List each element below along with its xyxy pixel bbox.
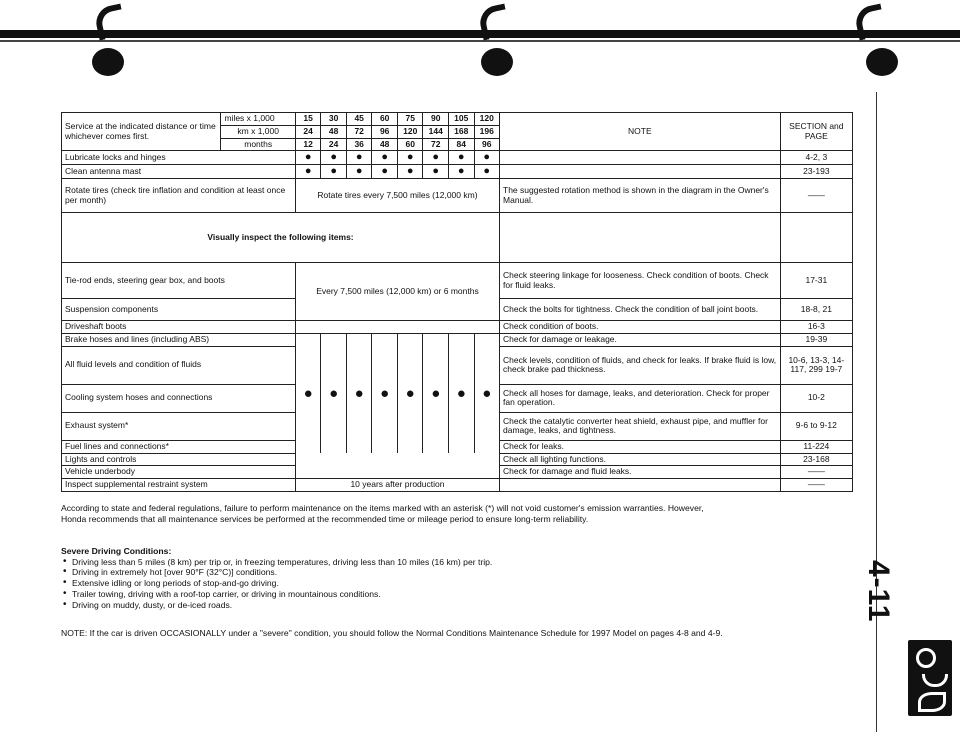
- item-underbody: Vehicle underbody: [62, 466, 296, 479]
- months-cell: 72: [423, 138, 449, 151]
- row-driveshaft: [62, 321, 853, 334]
- visual-inspect-heading: Visually inspect the following items:: [62, 213, 500, 263]
- interval-dot: ●: [372, 165, 398, 179]
- interval-dot: ●: [295, 334, 321, 454]
- note-empty: [500, 213, 781, 263]
- severe-conditions: [61, 546, 492, 610]
- logo-ring: [916, 648, 936, 668]
- interval-dot: ●: [321, 151, 347, 165]
- section-rotate: ——: [780, 179, 852, 213]
- interval-dot: ●: [372, 334, 398, 454]
- interval-blank: [295, 321, 499, 334]
- warranty-note: [61, 503, 704, 524]
- miles-cell: 120: [474, 113, 500, 126]
- miles-cell: 75: [397, 113, 423, 126]
- row-brake: [62, 334, 853, 347]
- interval-dot: ●: [372, 151, 398, 165]
- miles-cell: 105: [448, 113, 474, 126]
- maintenance-schedule-table: [61, 112, 853, 492]
- km-cell: 120: [397, 125, 423, 138]
- interval-dot: ●: [474, 334, 500, 454]
- interval-srs: 10 years after production: [295, 479, 499, 492]
- section-driveshaft: 16-3: [780, 321, 852, 334]
- km-cell: 72: [346, 125, 372, 138]
- months-cell: 24: [321, 138, 347, 151]
- row-underbody: [62, 466, 853, 479]
- miles-cell: 15: [295, 113, 321, 126]
- interval-dot: ●: [397, 151, 423, 165]
- margin-rule: [876, 92, 877, 732]
- km-cell: 144: [423, 125, 449, 138]
- note-brake: Check for damage or leakage.: [500, 334, 781, 347]
- section-cooling: 10-2: [780, 384, 852, 412]
- km-cell: 196: [474, 125, 500, 138]
- interval-dot: ●: [474, 151, 500, 165]
- section-lubricate: 4-2, 3: [780, 151, 852, 165]
- km-cell: 48: [321, 125, 347, 138]
- km-cell: 24: [295, 125, 321, 138]
- row-srs: [62, 479, 853, 492]
- interval-dot: ●: [321, 165, 347, 179]
- interval-dot: ●: [346, 165, 372, 179]
- row-tierod: [62, 263, 853, 299]
- note-exhaust: Check the catalytic converter heat shield, exhaust pipe, and muffler for damage, leaks, and tightness.: [500, 412, 781, 440]
- item-antenna: Clean antenna mast: [62, 165, 296, 179]
- item-lights: Lights and controls: [62, 453, 296, 466]
- interval-dot: ●: [295, 165, 321, 179]
- section-brake: 19-39: [780, 334, 852, 347]
- km-label: km x 1,000: [221, 125, 295, 138]
- list-item: • Trailer towing, driving with a roof-top carrier, or driving in mountainous conditions.: [61, 589, 492, 600]
- section-srs: ——: [780, 479, 852, 492]
- row-lights: [62, 453, 853, 466]
- item-cooling: Cooling system hoses and connections: [62, 384, 296, 412]
- section-underbody: ——: [780, 466, 852, 479]
- interval-dot: ●: [295, 151, 321, 165]
- row-rotate: [62, 179, 853, 213]
- interval-dot: ●: [321, 334, 347, 454]
- interval-dot: ●: [448, 334, 474, 454]
- miles-cell: 30: [321, 113, 347, 126]
- interval-dot: ●: [346, 334, 372, 454]
- item-lubricate: Lubricate locks and hinges: [62, 151, 296, 165]
- months-cell: 48: [372, 138, 398, 151]
- interval-blank: [295, 466, 499, 479]
- interval-dot: ●: [423, 151, 449, 165]
- months-cell: 96: [474, 138, 500, 151]
- note-fuel: Check for leaks.: [500, 440, 781, 453]
- list-item: • Driving less than 5 miles (8 km) per trip or, in freezing temperatures, driving less than 10 miles (16 km) per trip.: [61, 557, 492, 568]
- months-cell: 60: [397, 138, 423, 151]
- section-exhaust: 9-6 to 9-12: [780, 412, 852, 440]
- item-tierod: Tie-rod ends, steering gear box, and boots: [62, 263, 296, 299]
- note-srs: [500, 479, 781, 492]
- row-antenna: [62, 165, 853, 179]
- months-label: months: [221, 138, 295, 151]
- honda-service-logo-icon: [908, 640, 952, 716]
- binder-hook-center: [477, 3, 511, 40]
- warranty-line-2: Honda recommends that all maintenance services be performed at the recommended time or mileage period to ensure long-term reliability.: [61, 513, 589, 524]
- page-number: 4-11: [862, 560, 895, 623]
- severe-list: [61, 557, 492, 611]
- logo-arc: [922, 674, 948, 687]
- note-lubricate: [500, 151, 781, 165]
- warranty-line-1: According to state and federal regulations, failure to perform maintenance on the items marked with an asterisk (*) will not void customer's emission warranties. However,: [61, 503, 704, 513]
- binder-hole-center: [481, 48, 513, 76]
- binder-hook-left: [93, 3, 127, 40]
- list-item: • Driving in extremely hot [over 90°F (32°C)] conditions.: [61, 567, 492, 578]
- binder-hole-right: [866, 48, 898, 76]
- interval-dot: ●: [448, 151, 474, 165]
- note-tierod: Check steering linkage for looseness. Check condition of boots. Check for fluid leaks.: [500, 263, 781, 299]
- logo-leaf: [918, 692, 946, 712]
- interval-dot: ●: [346, 151, 372, 165]
- top-rule: [0, 30, 960, 38]
- interval-every-7500: Every 7,500 miles (12,000 km) or 6 months: [295, 263, 499, 321]
- interval-dot: ●: [423, 334, 449, 454]
- section-fluid: 10-6, 13-3, 14-117, 299 19-7: [780, 346, 852, 384]
- item-brake: Brake hoses and lines (including ABS): [62, 334, 296, 347]
- item-driveshaft: Driveshaft boots: [62, 321, 296, 334]
- note-cooling: Check all hoses for damage, leaks, and deterioration. Check for proper fan operation.: [500, 384, 781, 412]
- note-suspension: Check the bolts for tightness. Check the condition of ball joint boots.: [500, 299, 781, 321]
- miles-cell: 90: [423, 113, 449, 126]
- top-rule-thin: [0, 40, 960, 42]
- binder-hole-left: [92, 48, 124, 76]
- km-cell: 96: [372, 125, 398, 138]
- section-tierod: 17-31: [780, 263, 852, 299]
- section-lights: 23-168: [780, 453, 852, 466]
- item-suspension: Suspension components: [62, 299, 296, 321]
- list-item: • Extensive idling or long periods of stop-and-go driving.: [61, 578, 492, 589]
- months-cell: 84: [448, 138, 474, 151]
- note-header: NOTE: [500, 113, 781, 151]
- interval-blank: [295, 453, 499, 466]
- months-cell: 12: [295, 138, 321, 151]
- miles-cell: 45: [346, 113, 372, 126]
- note-driveshaft: Check condition of boots.: [500, 321, 781, 334]
- item-srs: Inspect supplemental restraint system: [62, 479, 296, 492]
- item-fluid: All fluid levels and condition of fluids: [62, 346, 296, 384]
- occasional-note: NOTE: If the car is driven OCCASIONALLY under a "severe" condition, you should follow the Normal Conditions Maintenance Schedule for 1997 Model on pages 4-8 and 4-9.: [61, 628, 723, 638]
- row-visual-heading: [62, 213, 853, 263]
- item-fuel: Fuel lines and connections*: [62, 440, 296, 453]
- interval-dot: ●: [448, 165, 474, 179]
- list-item: • Driving on muddy, dusty, or de-iced roads.: [61, 600, 492, 611]
- interval-dot: ●: [397, 334, 423, 454]
- section-empty: [780, 213, 852, 263]
- row-lubricate: [62, 151, 853, 165]
- note-fluid: Check levels, condition of fluids, and check for leaks. If brake fluid is low, check brake pad thickness.: [500, 346, 781, 384]
- note-lights: Check all lighting functions.: [500, 453, 781, 466]
- interval-rotate: Rotate tires every 7,500 miles (12,000 km): [295, 179, 499, 213]
- km-cell: 168: [448, 125, 474, 138]
- miles-label: miles x 1,000: [221, 113, 295, 126]
- section-suspension: 18-8, 21: [780, 299, 852, 321]
- header-row-miles: [62, 113, 853, 126]
- binder-hook-right: [853, 3, 887, 40]
- note-antenna: [500, 165, 781, 179]
- item-exhaust: Exhaust system*: [62, 412, 296, 440]
- note-underbody: Check for damage and fluid leaks.: [500, 466, 781, 479]
- interval-dot: ●: [397, 165, 423, 179]
- service-label: Service at the indicated distance or time whichever comes first.: [62, 113, 221, 151]
- section-header: SECTION and PAGE: [780, 113, 852, 151]
- miles-cell: 60: [372, 113, 398, 126]
- months-cell: 36: [346, 138, 372, 151]
- interval-dot: ●: [423, 165, 449, 179]
- section-fuel: 11-224: [780, 440, 852, 453]
- interval-dot: ●: [474, 165, 500, 179]
- severe-title: Severe Driving Conditions:: [61, 546, 172, 556]
- section-antenna: 23-193: [780, 165, 852, 179]
- item-rotate: Rotate tires (check tire inflation and condition at least once per month): [62, 179, 296, 213]
- note-rotate: The suggested rotation method is shown in the diagram in the Owner's Manual.: [500, 179, 781, 213]
